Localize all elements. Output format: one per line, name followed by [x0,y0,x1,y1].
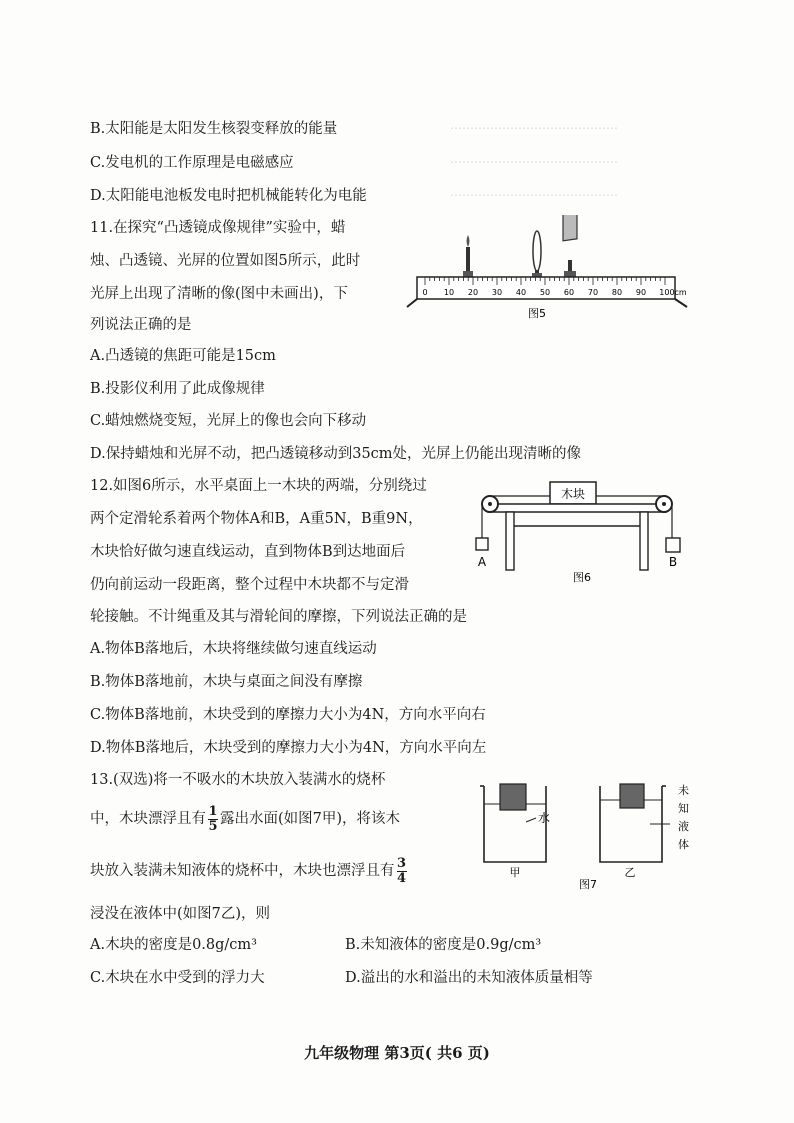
question-11-option-a: A.凸透镜的焦距可能是15cm [90,348,276,364]
figure-5-caption: 图5 [528,307,546,320]
liquid-label-2: 知 [678,802,689,815]
question-13-line2 [90,800,400,838]
liquid-label-4: 体 [678,838,689,851]
question-13-option-d: D.溢出的水和溢出的未知液体质量相等 [345,970,593,986]
scale-tick-label: 70 [587,288,599,297]
question-11-option-c: C.蜡烛燃烧变短，光屏上的像也会向下移动 [90,413,367,429]
object-b-label: B [668,555,678,569]
fraction-denominator: 5 [208,818,218,834]
scale-tick-label: 90 [635,288,647,297]
question-12-line5: 轮接触。不计绳重及其与滑轮间的摩擦，下列说法正确的是 [90,609,467,625]
bleed-through: …………………………………… [450,118,618,132]
question-11-option-b: B.投影仪利用了此成像规律 [90,381,265,397]
object-a-label: A [477,555,487,569]
scale-tick-label: 30 [491,288,503,297]
scale-tick-label: 80 [611,288,623,297]
page-footer: 九年级物理 第3页( 共6 页) [304,1044,490,1062]
question-11-line3: 光屏上出现了清晰的像(图中未画出)，下 [90,286,348,302]
question-11-option-d: D.保持蜡烛和光屏不动，把凸透镜移动到35cm处，光屏上仍能出现清晰的像 [90,446,582,462]
question-12-option-d: D.物体B落地后，木块受到的摩擦力大小为4N，方向水平向左 [90,740,487,756]
question-11-line4: 列说法正确的是 [90,317,192,333]
scale-tick-label: 20 [467,288,479,297]
question-13-option-c: C.木块在水中受到的浮力大 [90,970,265,986]
option-10c: C.发电机的工作原理是电磁感应 [90,155,294,171]
figure-6-caption: 图6 [573,571,591,584]
beaker-yi-label: 乙 [624,866,636,879]
option-10b: B.太阳能是太阳发生核裂变释放的能量 [90,121,338,137]
question-13-line1: 13.(双选)将一不吸水的木块放入装满水的烧杯 [90,772,386,788]
question-13-line2-end: 露出水面(如图7甲)，将该木 [220,811,401,827]
question-12-option-a: A.物体B落地后，木块将继续做匀速直线运动 [90,641,377,657]
beaker-jia-label: 甲 [509,866,521,879]
fraction-numerator: 1 [208,803,218,819]
fraction-denominator: 4 [396,870,407,886]
scale-tick-label: 0 [422,288,428,297]
fraction-one-fifth [208,805,218,834]
scale-tick-label: 60 [563,288,575,297]
option-10d: D.太阳能电池板发电时把机械能转化为电能 [90,188,367,204]
question-12-line1: 12.如图6所示，水平桌面上一木块的两端，分别绕过 [90,478,427,494]
wood-block-label: 木块 [560,487,586,501]
question-13-line3 [90,852,409,890]
question-11-line1: 11.在探究“凸透镜成像规律”实验中，蜡 [90,220,346,236]
figure-7-beakers [470,772,720,894]
question-13-line2-start: 中，木块漂浮且有 [90,811,206,827]
bleed-through: …………………………………… [450,152,618,166]
figure-6-pulley-table [470,476,690,588]
question-12-option-b: B.物体B落地前，木块与桌面之间没有摩擦 [90,674,363,690]
question-13-option-a: A.木块的密度是0.8g/cm³ [90,937,257,953]
question-12-line2: 两个定滑轮系着两个物体A和B，A重5N，B重9N， [90,511,423,527]
scale-tick-label: 10 [443,288,455,297]
question-12-line3: 木块恰好做匀速直线运动，直到物体B到达地面后 [90,544,406,560]
question-12-line4: 仍向前运动一段距离，整个过程中木块都不与定滑 [90,577,409,593]
liquid-label-1: 未 [678,784,689,797]
figure-7-caption: 图7 [579,878,597,891]
question-13-option-b: B.未知液体的密度是0.9g/cm³ [345,937,542,953]
liquid-label-3: 液 [678,820,689,833]
question-13-line4: 浸没在液体中(如图7乙)，则 [90,906,271,922]
fraction-three-quarters [397,857,407,886]
question-12-option-c: C.物体B落地前，木块受到的摩擦力大小为4N，方向水平向右 [90,707,486,723]
scale-tick-label: 100cm [659,288,687,297]
question-13-line3-text: 块放入装满未知液体的烧杯中，木块也漂浮且有 [90,863,395,879]
water-label: 水 [538,811,551,825]
question-11-line2: 烛、凸透镜、光屏的位置如图5所示，此时 [90,253,361,269]
scale-tick-label: 50 [539,288,551,297]
fraction-numerator: 3 [396,855,407,871]
bleed-through: …………………………………… [450,185,618,199]
scale-tick-label: 40 [515,288,527,297]
figure-5-optical-bench [405,215,695,325]
